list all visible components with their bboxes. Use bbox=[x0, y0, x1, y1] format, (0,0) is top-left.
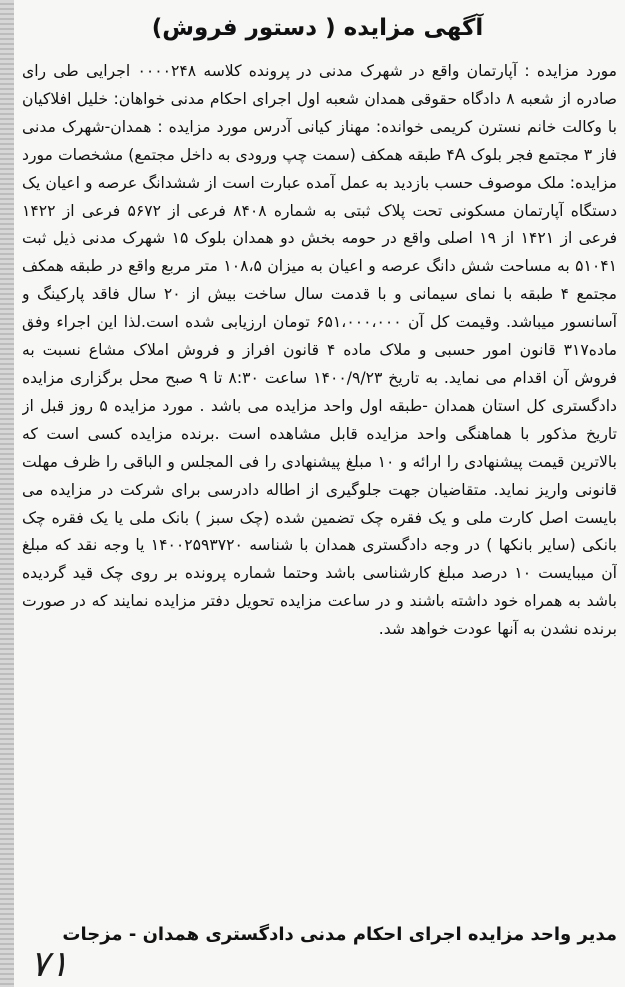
notice-title: آگهی مزایده ( دستور فروش) bbox=[151, 15, 484, 41]
handwritten-number: ۷۱ bbox=[30, 944, 69, 985]
notice-signature: مدیر واحد مزایده اجرای احکام مدنی دادگستری همدان - مزجات bbox=[62, 924, 617, 945]
notice-body: مورد مزایده : آپارتمان واقع در شهرک مدنی در پرونده کلاسه ۰۰۰۰۲۴۸ اجرایی طی رای صادره از شعبه ۸ دادگاه حقوقی همدان شعبه اول اجرای احکام مدنی خواهان: خلیل افلاکیان با وکالت خانم نسترن کریمی خوانده: مهناز کیانی آدرس مورد مزایده : همدان-شهرک مدنی فاز ۳ مجتمع فجر بلوک ۴A طبقه همکف (سمت چپ ورودی به داخل مجتمع) مشخصات مورد مزایده: ملک موصوف حسب بازدید به عمل آمده عبارت است از ششدانگ عرصه و اعیان یک دستگاه آپارتمان مسکونی تحت پلاک ثبتی به شماره ۸۴۰۸ فرعی از ۵۶۷۲ فرعی از ۱۴۲۲ فرعی از ۱۴۲۱ از ۱۹ اصلی واقع در حومه بخش دو همدان بلوک ۱۵ شهرک مدنی ذیل ثبت ۵۱۰۴۱ به مساحت شش دانگ عرصه و اعیان به میزان ۱۰۸،۵ متر مربع واقع در طبقه همکف مجتمع ۴ طبقه با نمای سیمانی و با قدمت سال ساخت بیش از ۲۰ سال فاقد پارکینگ و آسانسور میباشد. وقیمت کل آن ۶۵۱،۰۰۰،۰۰۰ تومان ارزیابی شده است.لذا این اجراء وفق ماده۳۱۷ قانون امور حسبی و ملاک ماده ۴ قانون افراز و فروش املاک مشاع نسبت به فروش آن اقدام می نماید. به تاریخ ۱۴۰۰/۹/۲۳ ساعت ۸:۳۰ تا ۹ صبح محل برگزاری مزایده دادگستری کل استان همدان -طبقه اول واحد مزایده می باشد . مورد مزایده ۵ روز قبل از تاریخ مذکور با هماهنگی واحد مزایده قابل مشاهده است .برنده مزایده کسی است که بالاترین قیمت پیشنهادی را ارائه و ۱۰ مبلغ پیشنهادی را فی المجلس و الباقی را ظرف مهلت قانونی واریز نماید. متقاضیان جهت جلوگیری از اطاله دادرسی برای شرکت در مزایده می بایست اصل کارت ملی و یک فقره چک تضمین شده (چک سبز ) بانک ملی یا یک فقره چک بانکی (سایر بانکها ) در وجه دادگستری همدان با شناسه ۱۴۰۰۲۵۹۳۷۲۰ یا وجه نقد که مبلغ آن میبایست ۱۰ درصد مبلغ کارشناسی باشد وحتما شماره پرونده بر روی چک قید گردیده باشد به همراه خود داشته باشند و در ساعت مزایده تحویل دفتر مزایده نمایند که در صورت برنده نشدن به آنها عودت خواهد شد. bbox=[22, 62, 617, 639]
